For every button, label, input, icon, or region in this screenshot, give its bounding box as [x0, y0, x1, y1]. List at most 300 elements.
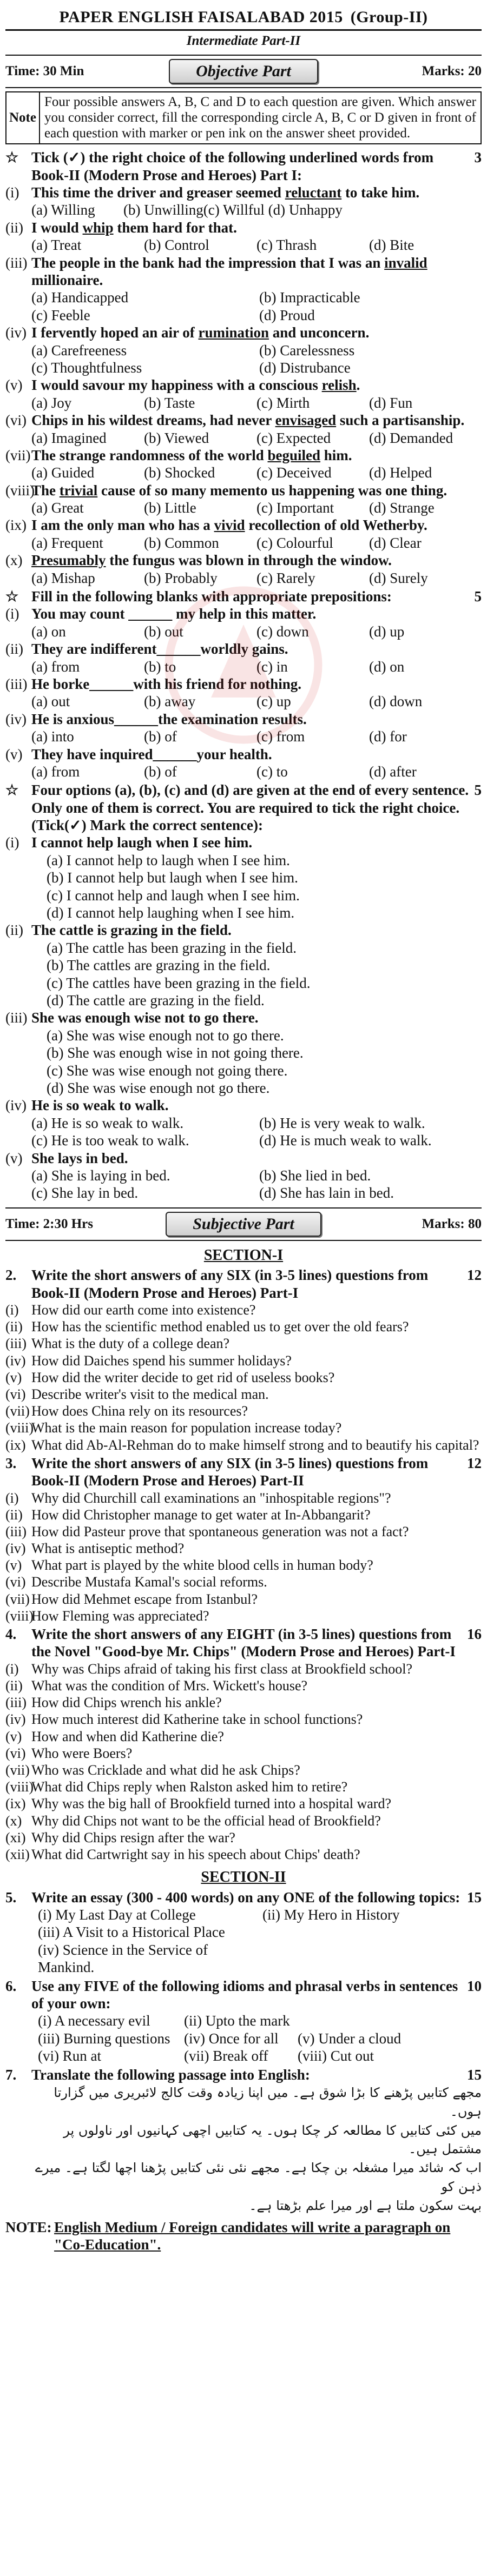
item-number: (vi)	[5, 1745, 26, 1761]
idioms-row	[5, 2047, 482, 2064]
item-number: (v)	[5, 377, 23, 394]
option: (d) She has lain in bed.	[259, 1185, 394, 1201]
item-question-post: him.	[320, 447, 352, 463]
final-note-text-a: English Medium / Foreign candidates will write a paragraph on	[54, 2219, 451, 2235]
short-question	[5, 1437, 482, 1453]
option: (c) down	[256, 623, 309, 640]
blank-item	[5, 746, 482, 763]
option: (c) Deceived	[256, 464, 332, 481]
item-question-post: and unconcern.	[269, 324, 370, 341]
item-question: How did our earth come into existence?	[31, 1302, 256, 1318]
item-question	[31, 376, 482, 394]
final-note-text	[54, 2219, 482, 2254]
option: (a) I cannot help to laugh when I see him.	[47, 852, 290, 868]
item-options	[5, 342, 482, 377]
short-question	[5, 1745, 482, 1762]
item-number: (xi)	[5, 1829, 26, 1845]
sub-q2-marks: 12	[467, 1267, 482, 1284]
item-number: (v)	[5, 1557, 22, 1574]
option: (a) from	[31, 658, 80, 675]
item-question: Who was Cricklade and what did he ask Chips?	[31, 1762, 300, 1778]
item-options	[5, 728, 482, 745]
item-question: Describe Mustafa Kamal's social reforms.	[31, 1574, 267, 1590]
sub-q5-number: 5.	[5, 1889, 17, 1906]
obj-q1-list	[5, 184, 482, 587]
item-question-post: the fungus was blown in through the window.	[106, 552, 392, 569]
sub-q2-number: 2.	[5, 1267, 17, 1284]
item-number: (viii)	[5, 1779, 34, 1795]
short-question	[5, 1335, 482, 1352]
item-number: (ix)	[5, 517, 27, 534]
item-question-pre: I would	[31, 219, 83, 236]
obj-q2-marks: 5	[474, 588, 482, 605]
sub-q7-marks: 15	[467, 2066, 482, 2083]
item-question	[31, 324, 482, 341]
item-question: You may count ______ my help in this matter.	[31, 606, 317, 622]
item-question-pre: The strange randomness of the world	[31, 447, 268, 463]
essay-topics-row	[5, 1941, 482, 1976]
item-underlined-word: Presumably	[31, 552, 106, 569]
obj-q3-heading	[5, 781, 482, 834]
short-question	[5, 1574, 482, 1590]
option: (d) for	[369, 728, 407, 745]
option: (b) I cannot help but laugh when I see him.	[47, 869, 298, 886]
section-1-title: SECTION-I	[203, 1246, 284, 1264]
idiom: (iii) Burning questions	[38, 2030, 170, 2047]
item-number: (ix)	[5, 1437, 26, 1453]
sub-q5-list	[5, 1906, 482, 1976]
item-number: (i)	[5, 1661, 19, 1677]
option: (b) Viewed	[144, 429, 209, 446]
item-question-pre: The	[31, 482, 60, 499]
correction-item	[5, 921, 482, 939]
sub-q6-marks: 10	[467, 1977, 482, 1994]
item-underlined-word: invalid	[384, 254, 427, 271]
option: (a) Joy	[31, 394, 72, 411]
short-question	[5, 1302, 482, 1318]
item-question: How has the scientific method enabled us to get over the old fears?	[31, 1319, 409, 1335]
option: (a) Handicapped	[31, 289, 129, 306]
option: (a) Willing	[31, 202, 95, 218]
sub-q4-text: Write the short answers of any EIGHT (in 3-5 lines) questions from the Novel "Good-bye Mr. Chips" (Modern Prose and Heroes) Part-I	[31, 1626, 456, 1660]
option: (c) from	[256, 728, 305, 745]
obj-q3-list	[5, 834, 482, 1201]
idiom: (iv) Once for all	[184, 2030, 279, 2047]
option: (d) after	[369, 763, 417, 780]
option: (d) Helped	[369, 464, 432, 481]
obj-q3-marks: 5	[474, 782, 482, 799]
option: (c) Expected	[256, 429, 331, 446]
item-options	[5, 693, 482, 710]
item-options	[5, 623, 482, 640]
mcq-item	[5, 411, 482, 429]
sub-q7-text: Translate the following passage into English:	[31, 2066, 310, 2083]
item-question: What did Chips reply when Ralston asked him to retire?	[31, 1779, 348, 1795]
option: (b) He is very weak to walk.	[259, 1114, 425, 1131]
urdu-line: میں کئی کتابیں کا مطالعہ کر چکا ہوں۔ یہ کتابیں اچھی کہانیوں اور ناولوں پر مشتمل ہیں۔	[63, 2122, 482, 2157]
item-question: Why was the big hall of Brookfield turned into a hospital ward?	[31, 1796, 392, 1812]
item-underlined-word: whip	[82, 219, 114, 236]
option: (a) The cattle has been grazing in the field.	[47, 939, 297, 956]
short-question	[5, 1846, 482, 1863]
sub-q4-number: 4.	[5, 1626, 17, 1643]
item-options	[5, 1114, 482, 1150]
sub-q2-list	[5, 1302, 482, 1453]
star-icon: ☆	[5, 782, 19, 799]
item-question: What is the duty of a college dean?	[31, 1336, 230, 1352]
option: (a) Mishap	[31, 569, 95, 586]
sub-q5-text: Write an essay (300 - 400 words) on any ONE of the following topics:	[31, 1889, 460, 1906]
item-number: (viii)	[5, 1420, 34, 1436]
item-number: (x)	[5, 552, 23, 569]
mcq-item	[5, 254, 482, 289]
subjective-marks: Marks: 80	[422, 1216, 482, 1231]
item-number: (iii)	[5, 1010, 28, 1026]
item-question: How did Christopher manage to get water at In-Abbangarit?	[31, 1506, 371, 1523]
option: (a) Imagined	[31, 429, 107, 446]
idiom: (i) A necessary evil	[38, 2013, 150, 2029]
short-question	[5, 1540, 482, 1557]
obj-q2-text: Fill in the following blanks with appropriate prepositions:	[31, 588, 392, 605]
objective-marks: Marks: 20	[422, 64, 482, 78]
item-question	[31, 184, 482, 201]
item-number: (i)	[5, 834, 19, 851]
option: (a) Treat	[31, 237, 82, 254]
objective-title: Objective Part	[169, 59, 318, 84]
obj-q1-text: Tick (✓) the right choice of the following underlined words from Book-II (Modern Prose and Heroes) Part I:	[31, 149, 434, 183]
option: (b) of	[144, 728, 177, 745]
idiom: (vi) Run at	[38, 2048, 101, 2064]
item-number: (vii)	[5, 1762, 30, 1778]
item-number: (vi)	[5, 1574, 26, 1590]
item-question: Why did Chips resign after the war?	[31, 1829, 235, 1845]
item-number: (vii)	[5, 1591, 30, 1607]
item-options	[5, 429, 482, 447]
paper-title: PAPER ENGLISH FAISALABAD 2015	[59, 8, 343, 26]
item-question: How did the writer decide to get rid of useless books?	[31, 1369, 335, 1385]
item-number: (v)	[5, 746, 23, 762]
sub-q2-heading	[5, 1266, 482, 1302]
option: (d) Bite	[369, 237, 414, 254]
option: (a) Guided	[31, 464, 95, 481]
essay-topic: (i) My Last Day at College	[38, 1907, 196, 1923]
item-number: (vi)	[5, 412, 27, 429]
item-number: (ii)	[5, 1319, 23, 1335]
option: (a) Great	[31, 500, 84, 516]
item-question-pre: I would savour my happiness with a conscious	[31, 377, 322, 394]
blank-item	[5, 675, 482, 693]
sub-q4-heading	[5, 1625, 482, 1661]
blank-item	[5, 605, 482, 622]
essay-topic: (iii) A Visit to a Historical Place	[38, 1924, 225, 1941]
obj-q1-marks: 3	[474, 149, 482, 166]
item-question: How did Daiches spend his summer holidays?	[31, 1352, 292, 1369]
item-number: (x)	[5, 1813, 22, 1829]
short-question	[5, 1711, 482, 1728]
sub-q3-list	[5, 1490, 482, 1625]
item-question-pre: The people in the bank had the impression that I was an	[31, 254, 385, 271]
final-note	[5, 2219, 482, 2254]
essay-topics-row	[5, 1906, 482, 1923]
item-question: I cannot help laugh when I see him.	[31, 834, 253, 851]
sub-q7-number: 7.	[5, 2066, 17, 2083]
item-number: (ii)	[5, 922, 23, 939]
item-question: Why did Churchill call examinations an "inhospitable regions"?	[31, 1490, 391, 1506]
objective-bar	[5, 55, 482, 88]
item-options	[5, 1027, 482, 1097]
item-question: What did Cartwright say in his speech about Chips' death?	[31, 1846, 360, 1862]
item-question-post: them hard for that.	[113, 219, 237, 236]
option: (c) She lay in bed.	[31, 1185, 139, 1201]
item-number: (v)	[5, 1728, 22, 1744]
option: (d) on	[369, 658, 405, 675]
option: (c) Important	[256, 500, 334, 516]
urdu-line: اب کہ شائد میرا مشغلہ بن چکا ہے۔ مجھے نئی نئی کتابیں پڑھنا اچھا لگتا ہے۔ میرے ذہن کو	[35, 2160, 482, 2194]
item-number: (iv)	[5, 1541, 26, 1557]
mcq-item	[5, 324, 482, 341]
item-question: He borke______with his friend for nothing.	[31, 675, 302, 692]
option: (c) Feeble	[31, 307, 90, 323]
item-number: (ii)	[5, 1506, 23, 1523]
essay-topic	[262, 1923, 482, 1941]
option: (b) Taste	[144, 394, 195, 411]
option: (d) Proud	[259, 307, 315, 323]
obj-q2-list	[5, 605, 482, 780]
sub-q6-list	[5, 2012, 482, 2064]
item-number: (viii)	[5, 1608, 34, 1624]
mcq-item	[5, 552, 482, 569]
sub-q4-list	[5, 1661, 482, 1863]
correction-item	[5, 1009, 482, 1026]
short-question	[5, 1694, 482, 1711]
short-question	[5, 1369, 482, 1386]
idioms-row	[5, 2030, 482, 2047]
sub-q5-heading	[5, 1889, 482, 1906]
idiom: (ii) Upto the mark	[184, 2013, 290, 2029]
item-question-pre: Chips in his wildest dreams, had never	[31, 412, 275, 429]
item-number: (ii)	[5, 641, 23, 658]
option: (a) She was wise enough not to go there.	[47, 1027, 284, 1044]
option: (c) I cannot help and laugh when I see him.	[47, 887, 300, 904]
final-note-text-b: "Co-Education".	[54, 2236, 161, 2253]
short-question	[5, 1419, 482, 1436]
option: (d) I cannot help laughing when I see him.	[47, 905, 295, 921]
idioms-row	[5, 2012, 482, 2029]
item-underlined-word: beguiled	[267, 447, 321, 463]
star-icon: ☆	[5, 588, 19, 605]
option: (c) The cattles have been grazing in the field.	[47, 974, 311, 991]
option: (a) He is so weak to walk.	[31, 1114, 184, 1131]
option: (a) Frequent	[31, 534, 103, 551]
item-question: What was the condition of Mrs. Wickett's house?	[31, 1678, 308, 1694]
option: (d) Distrubance	[259, 359, 351, 376]
correction-item	[5, 1150, 482, 1167]
paper-header	[5, 8, 482, 31]
short-question	[5, 1386, 482, 1403]
item-question: She was enough wise not to go there.	[31, 1010, 259, 1026]
item-underlined-word: relish	[321, 377, 357, 394]
option: (a) She is laying in bed.	[31, 1167, 170, 1184]
item-question: How did Chips wrench his ankle?	[31, 1695, 222, 1711]
item-question-pre: I am the only man who has a	[31, 517, 214, 534]
sub-q3-marks: 12	[467, 1455, 482, 1471]
sub-q3-number: 3.	[5, 1455, 17, 1471]
blank-item	[5, 711, 482, 728]
option: (a) Carefreeness	[31, 342, 127, 358]
option: (b) Common	[144, 534, 219, 551]
item-question: Who were Boers?	[31, 1745, 133, 1761]
item-options	[5, 499, 482, 516]
obj-q1-heading	[5, 149, 482, 184]
item-underlined-word: vivid	[214, 517, 245, 534]
subjective-title: Subjective Part	[166, 1212, 321, 1237]
obj-q3-text: Four options (a), (b), (c) and (d) are given at the end of every sentence. Only one of them is correct. You are required to tick the right choice. (Tick(✓) Mark the correct sentence):	[31, 782, 469, 834]
item-number: (iv)	[5, 711, 27, 727]
item-options	[5, 1167, 482, 1202]
item-number: (xii)	[5, 1846, 30, 1862]
item-question-pre: I fervently hoped an air of	[31, 324, 199, 341]
item-question: What did Ab-Al-Rehman do to make himself strong and to beautify his capital?	[31, 1437, 479, 1453]
short-question	[5, 1608, 482, 1624]
short-question	[5, 1677, 482, 1694]
item-options	[5, 569, 482, 587]
short-question	[5, 1557, 482, 1574]
option: (c) up	[256, 693, 291, 710]
item-underlined-word: envisaged	[275, 412, 337, 429]
item-number: (ii)	[5, 1678, 23, 1694]
short-question	[5, 1795, 482, 1812]
urdu-passage	[5, 2083, 482, 2215]
option: (b) of	[144, 763, 177, 780]
final-note-label: NOTE:	[5, 2219, 52, 2235]
option: (b) The cattles are grazing in the field.	[47, 957, 271, 974]
item-question-post: such a partisanship.	[336, 412, 465, 429]
option: (c) Colourful	[256, 534, 333, 551]
short-question	[5, 1490, 482, 1506]
option: (c) He is too weak to walk.	[31, 1132, 189, 1149]
option: (b) She was enough wise in not going there.	[47, 1045, 304, 1061]
subjective-time: Time: 2:30 Hrs	[5, 1216, 94, 1231]
item-options	[5, 394, 482, 411]
item-options	[5, 763, 482, 780]
mcq-item	[5, 482, 482, 499]
option: (b) to	[144, 658, 176, 675]
option: (a) out	[31, 693, 70, 710]
option: (c) She was wise enough not going there.	[47, 1062, 288, 1079]
item-number: (iv)	[5, 1097, 27, 1114]
short-question	[5, 1352, 482, 1369]
option: (b) Control	[144, 237, 209, 254]
correction-item	[5, 1097, 482, 1114]
item-question: What is antiseptic method?	[31, 1541, 185, 1557]
blank-item	[5, 640, 482, 658]
sub-q3-text: Write the short answers of any SIX (in 3-5 lines) questions from Book-II (Modern Prose and Heroes) Part-II	[31, 1455, 429, 1489]
item-question-post: cause of so many memento us happening was one thing.	[97, 482, 447, 499]
sub-q7-heading	[5, 2066, 482, 2083]
item-number: (iii)	[5, 675, 28, 692]
item-number: (iii)	[5, 1336, 27, 1352]
item-options	[5, 464, 482, 481]
item-number: (ii)	[5, 219, 23, 236]
option: (d) up	[369, 623, 405, 640]
urdu-line: مجھے کتابیں پڑھنے کا بڑا شوق ہے۔ میں اپنا زیادہ وقت کالج لائبریری میں گزارتا ہوں۔	[54, 2084, 482, 2119]
idiom: (vii) Break off	[184, 2048, 268, 2064]
item-options	[5, 852, 482, 922]
option: (b) away	[144, 693, 196, 710]
item-number: (vii)	[5, 1403, 30, 1419]
item-number: (vi)	[5, 1386, 26, 1402]
option: (a) on	[31, 623, 66, 640]
item-question-post: recollection of old Wetherby.	[245, 517, 427, 534]
idiom	[298, 2012, 482, 2029]
option: (c) Thoughtfulness	[31, 359, 142, 376]
option: (d) Surely	[369, 569, 428, 586]
item-question: Why was Chips afraid of taking his first class at Brookfield school?	[31, 1661, 413, 1677]
section-2-title: SECTION-II	[201, 1869, 286, 1886]
obj-q2-heading	[5, 588, 482, 605]
paper-subtitle: Intermediate Part-II	[186, 34, 301, 48]
item-question: Why did Chips not want to be the official head of Brookfield?	[31, 1813, 381, 1829]
note-box	[5, 91, 482, 144]
option: (d) Strange	[369, 500, 435, 516]
star-icon: ☆	[5, 149, 19, 166]
option: (d) The cattle are grazing in the field.	[47, 992, 265, 1008]
essay-topic	[262, 1941, 482, 1976]
short-question	[5, 1762, 482, 1778]
item-question	[31, 254, 482, 289]
item-options	[5, 658, 482, 675]
short-question	[5, 1506, 482, 1523]
urdu-line: بہت سکون ملتا ہے اور میرا علم بڑھتا ہے۔	[249, 2197, 482, 2213]
option: (b) out	[144, 623, 183, 640]
item-question	[31, 219, 482, 236]
item-underlined-word: reluctant	[285, 184, 342, 201]
sub-q5-marks: 15	[467, 1889, 482, 1906]
item-question: They are indifferent______worldly gains.	[31, 641, 288, 658]
option: (d) She was wise enough not go there.	[47, 1079, 270, 1096]
item-question	[31, 516, 482, 534]
item-question: He is so weak to walk.	[31, 1097, 169, 1114]
item-options	[5, 236, 482, 254]
item-number: (iv)	[5, 324, 27, 341]
item-number: (iv)	[5, 1352, 26, 1369]
short-question	[5, 1661, 482, 1677]
item-question: The cattle is grazing in the field.	[31, 922, 232, 939]
option: (d) Fun	[369, 394, 413, 411]
objective-time: Time: 30 Min	[5, 64, 84, 78]
item-question-post: millionaire.	[31, 271, 103, 288]
option: (c) Rarely	[256, 569, 315, 586]
item-number: (v)	[5, 1369, 22, 1385]
option: (b) Carelessness	[259, 342, 355, 358]
sub-q2-text: Write the short answers of any SIX (in 3-5 lines) questions from Book-II (Modern Prose and Heroes) Part-I	[31, 1267, 429, 1301]
option: (a) into	[31, 728, 74, 745]
item-number: (iii)	[5, 1695, 27, 1711]
essay-topic: (ii) My Hero in History	[262, 1907, 400, 1923]
item-number: (i)	[5, 1302, 19, 1318]
item-question: She lays in bed.	[31, 1150, 128, 1166]
item-question: How Fleming was appreciated?	[31, 1608, 209, 1624]
paper-group: (Group-II)	[350, 8, 428, 26]
item-question	[31, 552, 482, 569]
option: (c) in	[256, 658, 288, 675]
item-question: How much interest did Katherine take in school functions?	[31, 1711, 363, 1728]
short-question	[5, 1523, 482, 1540]
mcq-item	[5, 376, 482, 394]
item-question: How does China rely on its resources?	[31, 1403, 248, 1419]
option: (c) Mirth	[256, 394, 310, 411]
item-number: (i)	[5, 184, 19, 201]
